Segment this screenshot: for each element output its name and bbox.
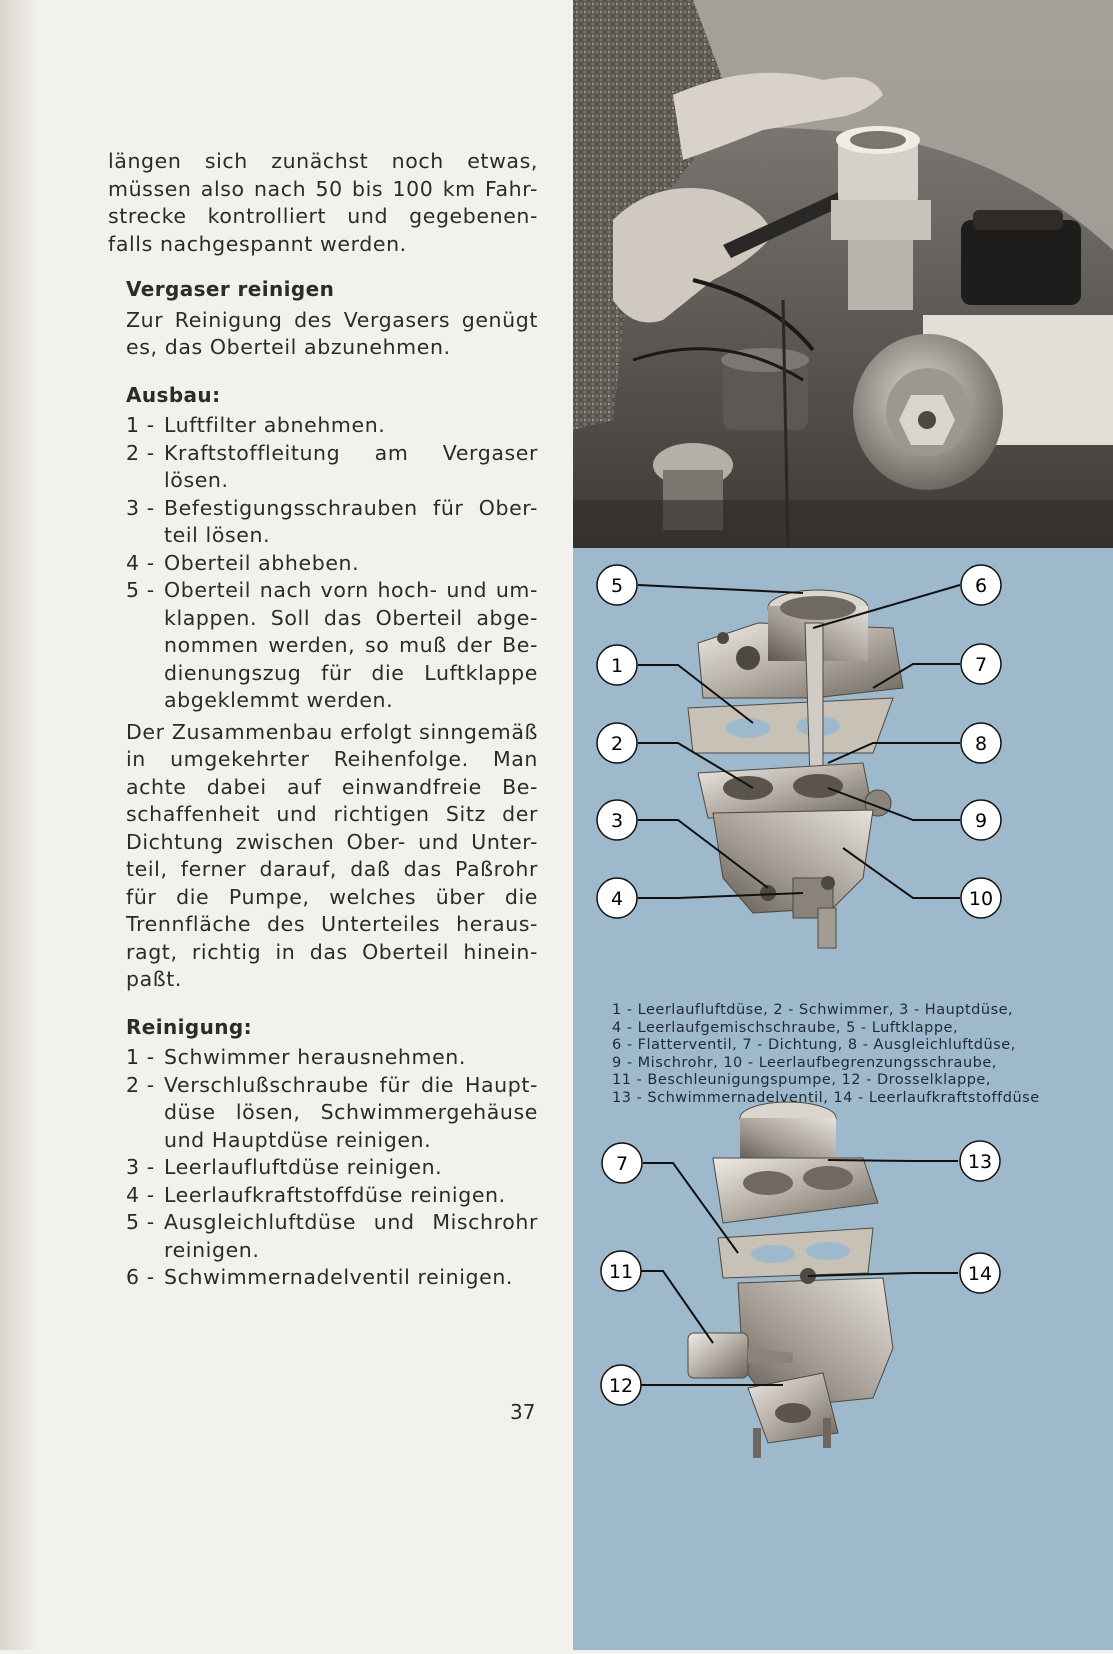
list-text: klappen. Soll das Oberteil abge- [164,605,538,630]
text-column [108,148,538,1292]
top-callout-8 [961,723,1001,763]
caption-line: 9 - Mischrohr, 10 - Leerlaufbegrenzungsschraube, [612,1054,997,1071]
list-text-block [164,1209,538,1264]
assembly-line: ragt, richtig in das Oberteil hinein- [126,939,538,964]
list-text: lösen. [164,468,229,492]
list-text-block [164,1072,538,1155]
assembly-line: schaffenheit und richtigen Sitz der [126,802,538,826]
diagram-caption [612,1002,1107,1108]
assembly-line: Dichtung zwischen Ober- und Unter- [126,829,538,854]
list-text-block [164,440,538,495]
callout-label: 5 [610,575,624,597]
list-item [126,495,538,550]
callout-label: 4 [610,888,624,910]
intro-line: strecke kontrolliert und gegebenen- [108,204,538,228]
list-number: 1 - [126,1045,155,1069]
list-number: 5 - [126,578,155,602]
list-item [126,1209,538,1264]
list-item [126,1072,538,1155]
callout-label: 1 [610,655,624,677]
list-text: Leerlaufluftdüse reinigen. [164,1155,443,1179]
list-number: 5 - [126,1210,155,1234]
list-number: 2 - [126,440,155,465]
list-text: Ausgleichluftdüse und Mischrohr [164,1210,538,1234]
ausbau-heading: Ausbau: [126,382,221,407]
list-text: Schwimmer herausnehmen. [164,1045,466,1069]
top-callout-3 [597,800,637,840]
list-text: Oberteil abheben. [164,550,360,575]
list-text: düse lösen, Schwimmergehäuse [164,1100,538,1124]
top-callout-5 [597,565,637,605]
page-number: 37 [510,1400,536,1424]
callout-label: 13 [967,1151,993,1173]
callout-label: 10 [968,888,994,910]
list-number: 4 - [126,1182,155,1207]
list-item [126,440,538,495]
engine-photo-drawing [573,0,1113,548]
engine-photo [573,0,1113,548]
top-callout-9 [961,800,1001,840]
callout-label: 9 [974,810,988,832]
intro-paragraph [108,148,538,258]
caption-line: 4 - Leerlaufgemischschraube, 5 - Luftklappe, [612,1019,959,1036]
assembly-line: teil, ferner darauf, daß das Paßrohr [126,857,538,881]
callout-label: 2 [610,733,624,755]
caption-line: 1 - Leerlaufluftdüse, 2 - Schwimmer, 3 - Hauptdüse, [612,1002,1014,1018]
list-number: 3 - [126,1155,155,1179]
list-text: Verschlußschraube für die Haupt- [164,1072,538,1097]
top-callout-1 [597,645,637,685]
vergaser-line: Zur Reinigung des Vergasers genügt [126,307,538,332]
assembly-line: Trennfläche des Unterteiles heraus- [126,912,538,936]
list-number: 1 - [126,413,155,437]
reinigung-section [126,1014,538,1292]
intro-line: müssen also nach 50 bis 100 km Fahr- [108,176,538,201]
list-text-block [164,495,538,550]
vergaser-line: es, das Oberteil abzunehmen. [126,335,451,359]
list-text: dienungszug für die Luftklappe [164,660,538,685]
callout-label: 12 [608,1375,634,1397]
caption-line: 11 - Beschleunigungspumpe, 12 - Drosselklappe, [612,1072,991,1089]
assembly-line: paßt. [126,967,183,991]
list-item [126,550,538,578]
assembly-line: für die Pumpe, welches über die [126,884,538,909]
top-callout-7 [961,644,1001,684]
intro-line: längen sich zunächst noch etwas, [108,149,538,173]
caption-line: 13 - Schwimmernadelventil, 14 - Leerlaufkraftstoffdüse [612,1089,1040,1106]
bottom-callout-11 [601,1251,641,1291]
top-callout-10 [961,878,1001,918]
list-text: Luftfilter abnehmen. [164,413,386,437]
list-item [126,1154,538,1182]
callout-label: 3 [610,810,624,832]
list-text: Oberteil nach vorn hoch- und um- [164,578,538,602]
callout-label: 7 [615,1153,629,1175]
top-callout-6 [961,565,1001,605]
assembly-line: in umgekehrter Reihenfolge. Man [126,747,538,771]
list-text: und Hauptdüse reinigen. [164,1127,432,1152]
list-text-block [164,577,538,715]
list-text: Schwimmernadelventil reinigen. [164,1265,514,1289]
assembly-line: Der Zusammenbau erfolgt sinngemäß [126,719,538,744]
list-item [126,577,538,715]
bottom-callout-13 [960,1141,1000,1181]
bottom-callout-14 [960,1253,1000,1293]
list-number: 2 - [126,1072,155,1097]
list-number: 3 - [126,495,155,520]
caption-line: 6 - Flatterventil, 7 - Dichtung, 8 - Ausgleichluftdüse, [612,1037,1016,1054]
bottom-callout-12 [601,1365,641,1405]
bottom-callout-7 [602,1143,642,1183]
reinigung-heading: Reinigung: [126,1014,253,1039]
page-edge-shadow [0,0,40,1650]
list-item [126,1182,538,1210]
list-text: abgeklemmt werden. [164,688,394,712]
list-text: Leerlaufkraftstoffdüse reinigen. [164,1182,506,1207]
callout-label: 8 [974,733,988,755]
callout-label: 14 [967,1263,993,1285]
list-item [126,1264,538,1292]
list-text: Kraftstoffleitung am Vergaser [164,440,538,465]
assembly-line: achte dabei auf einwandfreie Be- [126,774,538,799]
assembly-paragraph [126,719,538,994]
bottom-carburetor-drawing [688,1102,893,1458]
vergaser-heading: Vergaser reinigen [126,277,335,301]
list-number: 6 - [126,1265,155,1289]
list-item [126,1044,538,1072]
callout-label: 11 [608,1261,634,1283]
list-text: reinigen. [164,1237,260,1262]
list-text: nommen werden, so muß der Be- [164,633,538,657]
intro-line: falls nachgespannt werden. [108,231,407,256]
vergaser-section [126,276,538,362]
list-number: 4 - [126,550,155,575]
list-item [126,412,538,440]
ausbau-section [126,382,538,715]
callout-label: 7 [974,654,988,676]
list-text: teil lösen. [164,523,271,547]
list-text: Befestigungsschrauben für Ober- [164,495,538,520]
callout-label: 6 [974,575,988,597]
top-callout-2 [597,723,637,763]
top-callout-4 [597,878,637,918]
